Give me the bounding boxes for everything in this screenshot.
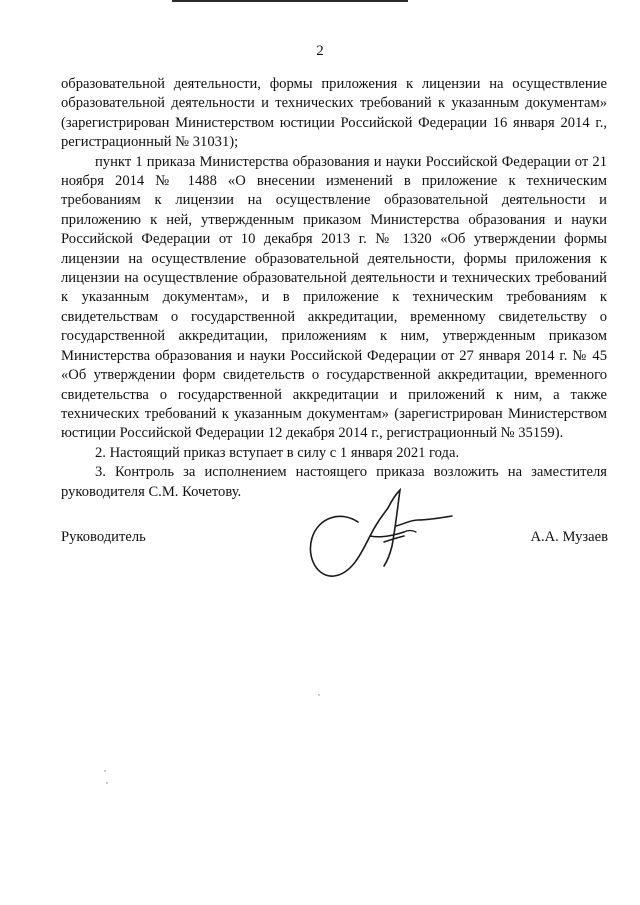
- signatory-role: Руководитель: [61, 529, 146, 545]
- paragraph-continuation: образовательной деятельности, формы приложения к лицензии на осуществление образовательной деятельности и технических требований к указанным документам» (зарегистрирован Министерством юстиции Российской Федерации 16 января 2014 г., регистрационный № 31031);: [61, 76, 607, 151]
- paragraph-item-2: 2. Настоящий приказ вступает в силу с 1 января 2021 года.: [95, 444, 460, 461]
- scan-speck: [106, 782, 108, 784]
- page-number: 2: [316, 43, 324, 59]
- handwritten-signature-icon: [300, 480, 460, 590]
- top-edge-line: [172, 0, 408, 2]
- signature-block: [0, 520, 640, 610]
- scan-speck: [318, 694, 320, 696]
- scan-speck: [104, 770, 106, 772]
- paragraph-item-1: пункт 1 приказа Министерства образования и науки Российской Федерации от 21 ноября 2014 № 1488 «О внесении изменений в приложение к техническим требованиям к лицензии на осуществление образовательной деятельности и приложению к ней, утвержденным приказом Министерства образования и науки Российской Федерации от 10 декабря 2013 г. № 1320 «Об утверждении формы лицензии на осуществление образовательной деятельности, формы приложения к лицензии на осуществление образовательной деятельности и технических требований к указанным документам», и в приложение к техническим требованиям к свидетельствам о государственной аккредитации, временному свидетельству о государственной аккредитации, приложениям к ним, утвержденным приказом Министерства образования и науки Российской Федерации от 27 января 2014 г. № 45 «Об утверждении форм свидетельств о государственной аккредитации, временного свидетельства о государственной аккредитации и приложений к ним, а также технических требований к указанным документам» (зарегистрирован Министерством юстиции Российской Федерации 12 декабря 2014 г., регистрационный № 35159).: [61, 153, 607, 442]
- document-body: [61, 75, 607, 502]
- paragraph-item-3: 3. Контроль за исполнением настоящего приказа возложить на заместителя руководителя С.М. Кочетову.: [61, 464, 607, 500]
- signatory-name: А.А. Музаев: [530, 529, 608, 545]
